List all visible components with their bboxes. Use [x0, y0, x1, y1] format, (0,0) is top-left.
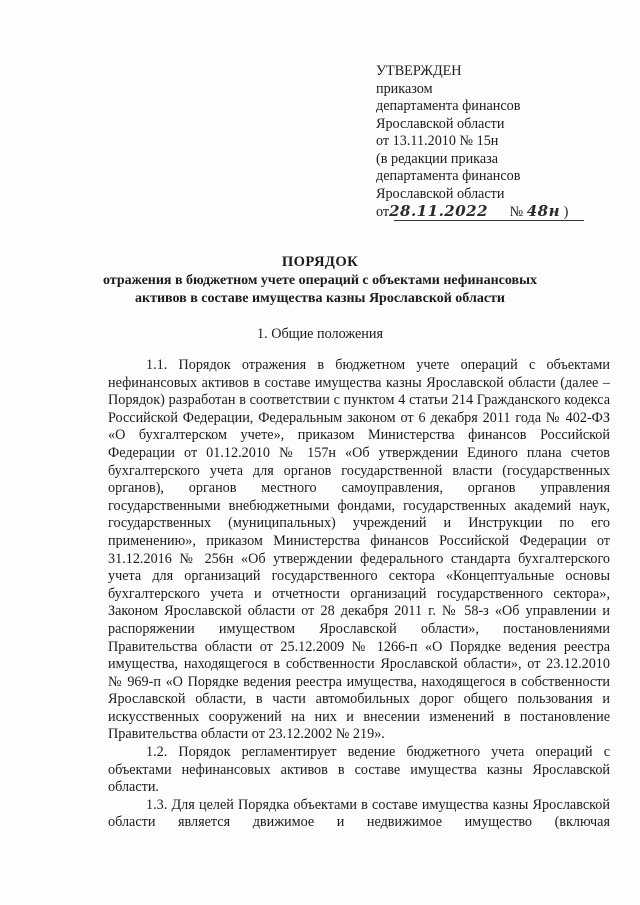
closing-paren: ): [563, 204, 569, 220]
approval-line: департамента финансов: [376, 98, 521, 114]
number-label: №: [509, 204, 524, 220]
document-title: ПОРЯДОК: [281, 254, 359, 270]
approval-line: Ярославской области: [376, 185, 505, 202]
approval-stamp: [376, 63, 626, 222]
section-heading: 1. Общие положения: [257, 326, 383, 342]
approval-line: департамента финансов: [376, 168, 521, 184]
approval-line: приказом: [376, 80, 433, 97]
paragraph-1-2: 1.2. Порядок регламентирует ведение бюджетного учета операций с объектами нефинансовых активов в составе имущества казны Ярославской области.: [108, 744, 610, 796]
handwritten-number: 48н: [526, 202, 561, 220]
document-subtitle: [0, 272, 640, 307]
approval-line: Ярославской области: [376, 115, 505, 132]
paragraph-1-3: 1.3. Для целей Порядка объектами в составе имущества казны Ярославской области является движимое и недвижимое имущество (включая: [108, 796, 610, 831]
subtitle-line-1: отражения в бюджетном учете операций с объектами нефинансовых: [102, 273, 538, 288]
date-prefix: от: [376, 204, 390, 220]
amendment-date-line: [376, 203, 626, 222]
approval-heading: УТВЕРЖДЕН: [376, 63, 462, 79]
handwritten-date: 28.11.2022: [389, 202, 489, 220]
subtitle-line-2: активов в составе имущества казны Ярославской области: [135, 290, 505, 306]
document-body: [108, 357, 610, 832]
approval-line: от 13.11.2010 № 15н: [376, 133, 499, 149]
signature-underline: [394, 220, 584, 221]
paragraph-1-1: 1.1. Порядок отражения в бюджетном учете операций с объектами нефинансовых активов в составе имущества казны Ярославской области (далее – Порядок) разработан в соответствии с пунктом 4 статьи 214 Гражданского кодекса Российской Федерации, Федеральным законом от 6 декабря 2011 года № 402-ФЗ «О бухгалтерском учете», приказом Министерства финансов Российской Федерации от 01.12.2010 № 157н «Об утверждении Единого плана счетов бухгалтерского учета для органов государственной власти (государственных органов), органов местного самоуправления, органов управления государственными внебюджетными фондами, государственных академий наук, государственных (муниципальных) учреждений и Инструкции по его применению», приказом Министерства финансов Российской Федерации от 31.12.2016 № 256н «Об утверждении федерального стандарта бухгалтерского учета для организаций государственного сектора «Концептуальные основы бухгалтерского учета и отчетности организаций государственного сектора», Законом Ярославской области от 28 декабря 2011 г. № 58-з «Об управлении и распоряжении имуществом Ярославской области», постановлениями Правительства области от 25.12.2009 № 1266-п «О Порядке ведения реестра имущества, находящегося в собственности Ярославской области», от 23.12.2010 № 969-п «О Порядке ведения реестра имущества, находящегося в собственности Ярославской области, в части автомобильных дорог общего пользования и искусственных сооружений на них и внесении изменений в постановление Правительства области от 23.12.2002 № 219».: [108, 357, 610, 743]
approval-line: (в редакции приказа: [376, 150, 499, 167]
